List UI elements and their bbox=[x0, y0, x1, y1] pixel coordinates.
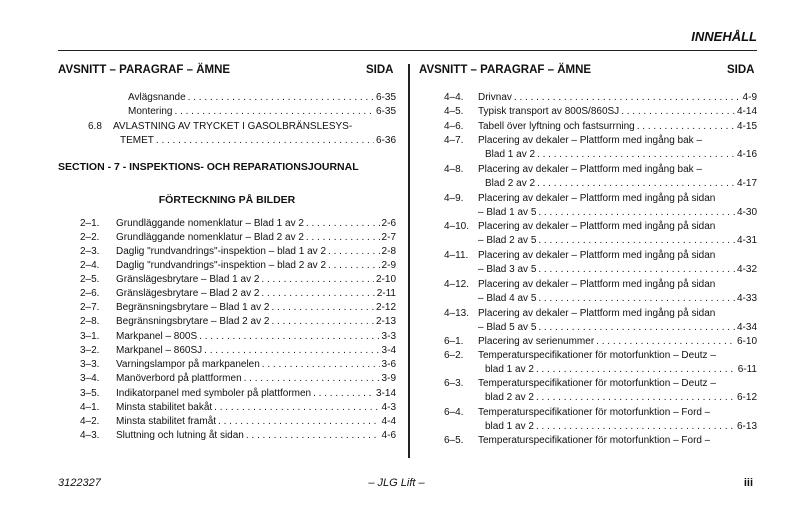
toc-entry-text: Montering bbox=[128, 106, 173, 117]
toc-entry-text[interactable]: AVLASTNING AV TRYCKET I GASOLBRÄNSLESYS- bbox=[113, 121, 353, 132]
figure-entry-text[interactable]: Placering av dekaler – Plattform med ingång på sidan bbox=[478, 308, 716, 319]
figure-entry[interactable] bbox=[116, 273, 396, 286]
figure-entry[interactable] bbox=[116, 330, 396, 343]
figure-entry-page: 4-3 bbox=[381, 402, 396, 413]
figure-entry[interactable] bbox=[116, 429, 396, 442]
figure-entry-page: 4-34 bbox=[736, 322, 757, 333]
figure-number: 4–1. bbox=[80, 402, 100, 413]
figure-entry-page: 3-4 bbox=[381, 345, 396, 356]
figure-number: 6–2. bbox=[444, 350, 464, 361]
dot-leader bbox=[306, 231, 380, 244]
toc-entry-page: 6-35 bbox=[375, 106, 396, 117]
figure-entry-page: 6-13 bbox=[736, 421, 757, 432]
figure-entry-text[interactable]: Placering av dekaler – Plattform med ingång på sidan bbox=[478, 279, 716, 290]
figure-entry-page: 2-12 bbox=[375, 302, 396, 313]
figure-entry-text: Grundläggande nomenklatur – Blad 2 av 2 bbox=[116, 232, 304, 243]
footer-brand: – JLG Lift – bbox=[368, 477, 425, 489]
figure-entry-page: 2-10 bbox=[375, 274, 396, 285]
figure-entry-page: 2-6 bbox=[381, 218, 396, 229]
figure-entry-text: – Blad 3 av 5 bbox=[478, 264, 537, 275]
figure-entry[interactable] bbox=[116, 301, 396, 314]
figure-entry-page: 6-11 bbox=[737, 364, 757, 375]
figure-number: 4–3. bbox=[80, 430, 100, 441]
figure-number: 2–6. bbox=[80, 288, 100, 299]
figure-entry-text: Indikatorpanel med symboler på plattformen bbox=[116, 388, 312, 399]
page-number: iii bbox=[743, 477, 753, 489]
figure-entry-text: Tabell över lyftning och fastsurrning bbox=[478, 121, 635, 132]
dot-leader bbox=[214, 401, 379, 414]
dot-leader bbox=[262, 358, 380, 371]
figure-entry-page: 6-10 bbox=[736, 336, 757, 347]
figure-entry[interactable] bbox=[116, 259, 396, 272]
section-7-heading[interactable]: SECTION - 7 - INSPEKTIONS- OCH REPARATIONSJOURNAL bbox=[58, 161, 359, 173]
figure-entry-page: 4-30 bbox=[736, 207, 757, 218]
figure-number: 4–13. bbox=[444, 308, 470, 319]
dot-leader bbox=[538, 321, 735, 334]
figure-entry[interactable] bbox=[116, 358, 396, 371]
toc-entry-number: 6.8 bbox=[88, 121, 102, 132]
dot-leader bbox=[538, 292, 735, 305]
dot-leader bbox=[306, 217, 380, 230]
figure-entry-page: 2-8 bbox=[381, 246, 396, 257]
figure-number: 6–1. bbox=[444, 336, 464, 347]
right-column-heading: AVSNITT – PARAGRAF – ÄMNE bbox=[419, 64, 592, 76]
figure-number: 2–1. bbox=[80, 218, 100, 229]
figure-entry[interactable] bbox=[478, 120, 757, 133]
dot-leader bbox=[244, 372, 380, 385]
figure-number: 2–7. bbox=[80, 302, 100, 313]
figure-entry-text: Minsta stabilitet bakåt bbox=[116, 402, 213, 413]
figure-number: 2–3. bbox=[80, 246, 100, 257]
figure-number: 6–5. bbox=[444, 435, 464, 446]
dot-leader bbox=[156, 134, 374, 147]
figure-number: 4–2. bbox=[80, 416, 100, 427]
figure-entry-page: 4-17 bbox=[736, 178, 757, 189]
dot-leader bbox=[537, 148, 735, 161]
toc-entry-text: Avlägsnande bbox=[128, 92, 186, 103]
figure-entry[interactable] bbox=[116, 217, 396, 230]
figure-entry-continued[interactable] bbox=[485, 363, 757, 376]
figure-entry[interactable] bbox=[116, 315, 396, 328]
dot-leader bbox=[538, 263, 735, 276]
figure-entry-page: 2-13 bbox=[375, 316, 396, 327]
figure-entry-page: 4-33 bbox=[736, 293, 757, 304]
figure-entry-page: 2-11 bbox=[376, 288, 396, 299]
dot-leader bbox=[261, 287, 374, 300]
figure-entry[interactable] bbox=[116, 245, 396, 258]
figure-number: 2–5. bbox=[80, 274, 100, 285]
dot-leader bbox=[538, 206, 735, 219]
figure-entry-continued[interactable] bbox=[478, 263, 757, 276]
figure-number: 6–4. bbox=[444, 407, 464, 418]
toc-entry-page: 6-35 bbox=[375, 92, 396, 103]
figure-entry-page: 3-6 bbox=[381, 359, 396, 370]
figure-entry-page: 6-12 bbox=[736, 392, 757, 403]
figure-entry-text: – Blad 5 av 5 bbox=[478, 322, 537, 333]
figure-entry-text: blad 2 av 2 bbox=[485, 392, 534, 403]
toc-entry-text: TEMET bbox=[120, 135, 154, 146]
figure-entry-continued[interactable] bbox=[485, 177, 757, 190]
dot-leader bbox=[537, 177, 735, 190]
figure-number: 4–7. bbox=[444, 135, 464, 146]
right-page-heading: SIDA bbox=[727, 64, 755, 76]
figure-number: 2–2. bbox=[80, 232, 100, 243]
figure-entry-text: Blad 1 av 2 bbox=[485, 149, 536, 160]
figure-entry-text[interactable]: Temperaturspecifikationer för motorfunktion – Deutz – bbox=[478, 350, 716, 361]
figure-entry-text: Begränsningsbrytare – Blad 1 av 2 bbox=[116, 302, 270, 313]
figure-entry-page: 2-9 bbox=[381, 260, 396, 271]
figure-entry-text[interactable]: Placering av dekaler – Plattform med ingång på sidan bbox=[478, 193, 716, 204]
figure-entry-text: Begränsningsbrytare – Blad 2 av 2 bbox=[116, 316, 270, 327]
toc-entry[interactable] bbox=[128, 91, 396, 104]
figure-number: 4–6. bbox=[444, 121, 464, 132]
figure-entry-page: 4-16 bbox=[736, 149, 757, 160]
figure-number: 3–3. bbox=[80, 359, 100, 370]
figure-entry-continued[interactable] bbox=[478, 321, 757, 334]
dot-leader bbox=[218, 415, 380, 428]
figure-entry-page: 4-31 bbox=[736, 235, 757, 246]
figure-number: 4–9. bbox=[444, 193, 464, 204]
figure-entry-text: blad 1 av 2 bbox=[485, 421, 534, 432]
dot-leader bbox=[536, 391, 735, 404]
figure-entry[interactable] bbox=[116, 372, 396, 385]
figure-entry-page: 4-4 bbox=[381, 416, 396, 427]
dot-leader bbox=[271, 301, 374, 314]
figure-entry-text[interactable]: Placering av dekaler – Plattform med ingång bak – bbox=[478, 135, 703, 146]
dot-leader bbox=[246, 429, 380, 442]
page-header-title: INNEHÅLL bbox=[691, 29, 757, 44]
figure-entry-text: – Blad 2 av 5 bbox=[478, 235, 537, 246]
figure-number: 4–11. bbox=[444, 250, 469, 261]
dot-leader bbox=[313, 387, 374, 400]
figure-number: 2–4. bbox=[80, 260, 100, 271]
figure-entry-text: blad 1 av 2 bbox=[485, 364, 534, 375]
figure-entry-continued[interactable] bbox=[478, 206, 757, 219]
figure-number: 4–10. bbox=[444, 221, 470, 232]
document-number: 3122327 bbox=[58, 477, 101, 489]
figure-entry[interactable] bbox=[116, 287, 396, 300]
figure-number: 4–5. bbox=[444, 106, 464, 117]
figure-entry-text: Placering av serienummer bbox=[478, 336, 595, 347]
figure-entry-continued[interactable] bbox=[478, 292, 757, 305]
dot-leader bbox=[271, 315, 374, 328]
dot-leader bbox=[536, 363, 736, 376]
figure-entry[interactable] bbox=[478, 91, 757, 104]
figure-number: 4–4. bbox=[444, 92, 464, 103]
figure-number: 3–5. bbox=[80, 388, 100, 399]
figure-entry-text: Daglig "rundvandrings"-inspektion – blad 2 av 2 bbox=[116, 260, 327, 271]
figure-entry-text: – Blad 4 av 5 bbox=[478, 293, 537, 304]
figure-entry-text: – Blad 1 av 5 bbox=[478, 207, 537, 218]
figure-entry-text: Varningslampor på markpanelen bbox=[116, 359, 260, 370]
figure-number: 3–1. bbox=[80, 331, 100, 342]
figure-entry[interactable] bbox=[478, 105, 757, 118]
dot-leader bbox=[204, 344, 379, 357]
figure-entry-page: 4-6 bbox=[381, 430, 396, 441]
figure-entry-page: 4-32 bbox=[736, 264, 757, 275]
figure-entry-continued[interactable] bbox=[485, 391, 757, 404]
toc-entry-page: 6-36 bbox=[375, 135, 396, 146]
figure-entry-text: Gränslägesbrytare – Blad 1 av 2 bbox=[116, 274, 260, 285]
figure-entry-page: 3-9 bbox=[381, 373, 396, 384]
figure-entry[interactable] bbox=[116, 231, 396, 244]
figure-entry-text: Sluttning och lutning åt sidan bbox=[116, 430, 244, 441]
figure-entry-text[interactable]: Placering av dekaler – Plattform med ingång bak – bbox=[478, 164, 703, 175]
figure-entry[interactable] bbox=[116, 387, 396, 400]
figure-entry[interactable] bbox=[116, 401, 396, 414]
figure-entry-continued[interactable] bbox=[485, 148, 757, 161]
figure-entry-text: Daglig "rundvandrings"-inspektion – blad 1 av 2 bbox=[116, 246, 327, 257]
dot-leader bbox=[536, 420, 735, 433]
figure-entry[interactable] bbox=[116, 415, 396, 428]
figure-entry-text: Gränslägesbrytare – Blad 2 av 2 bbox=[116, 288, 260, 299]
toc-entry[interactable] bbox=[128, 105, 396, 118]
dot-leader bbox=[328, 245, 380, 258]
figure-number: 2–8. bbox=[80, 316, 100, 327]
toc-entry[interactable] bbox=[120, 134, 396, 147]
left-page-heading: SIDA bbox=[366, 64, 394, 76]
figure-entry-text[interactable]: Temperaturspecifikationer för motorfunktion – Ford – bbox=[478, 407, 711, 418]
figure-entry-text: Markpanel – 860SJ bbox=[116, 345, 203, 356]
dot-leader bbox=[174, 105, 374, 118]
dot-leader bbox=[621, 105, 735, 118]
figure-entry-text: Manöverbord på plattformen bbox=[116, 373, 242, 384]
figure-entry-page: 4-14 bbox=[736, 106, 757, 117]
figure-entry-text[interactable]: Placering av dekaler – Plattform med ingång på sidan bbox=[478, 221, 716, 232]
figure-number: 4–12. bbox=[444, 279, 470, 290]
figure-entry-text: Blad 2 av 2 bbox=[485, 178, 536, 189]
figure-entry-text: Minsta stabilitet framåt bbox=[116, 416, 217, 427]
figure-entry-text: Drivnav bbox=[478, 92, 512, 103]
header-rule bbox=[58, 50, 757, 51]
figure-entry-continued[interactable] bbox=[485, 420, 757, 433]
dot-leader bbox=[637, 120, 735, 133]
figure-number: 6–3. bbox=[444, 378, 464, 389]
dot-leader bbox=[328, 259, 380, 272]
figure-entry[interactable] bbox=[116, 344, 396, 357]
figure-entry-text[interactable]: Temperaturspecifikationer för motorfunktion – Ford – bbox=[478, 435, 711, 446]
figure-entry-text: Markpanel – 800S bbox=[116, 331, 198, 342]
dot-leader bbox=[199, 330, 379, 343]
figure-entry-text[interactable]: Temperaturspecifikationer för motorfunktion – Deutz – bbox=[478, 378, 716, 389]
figure-entry-text: Grundläggande nomenklatur – Blad 1 av 2 bbox=[116, 218, 304, 229]
dot-leader bbox=[538, 234, 735, 247]
column-divider bbox=[408, 64, 410, 458]
figure-entry-page: 2-7 bbox=[381, 232, 396, 243]
figure-entry-page: 4-9 bbox=[742, 92, 757, 103]
figure-number: 3–4. bbox=[80, 373, 100, 384]
figure-entry-page: 3-3 bbox=[381, 331, 396, 342]
figure-number: 3–2. bbox=[80, 345, 100, 356]
figures-list-heading: FÖRTECKNING PÅ BILDER bbox=[158, 194, 296, 206]
figure-entry-page: 4-15 bbox=[736, 121, 757, 132]
figure-entry[interactable] bbox=[478, 335, 757, 348]
dot-leader bbox=[596, 335, 735, 348]
dot-leader bbox=[514, 91, 741, 104]
figure-number: 4–8. bbox=[444, 164, 464, 175]
figure-entry-continued[interactable] bbox=[478, 234, 757, 247]
figure-entry-text: Typisk transport av 800S/860SJ bbox=[478, 106, 620, 117]
figure-entry-text[interactable]: Placering av dekaler – Plattform med ingång på sidan bbox=[478, 250, 716, 261]
dot-leader bbox=[188, 91, 374, 104]
dot-leader bbox=[261, 273, 374, 286]
left-column-heading: AVSNITT – PARAGRAF – ÄMNE bbox=[58, 64, 231, 76]
figure-entry-page: 3-14 bbox=[375, 388, 396, 399]
